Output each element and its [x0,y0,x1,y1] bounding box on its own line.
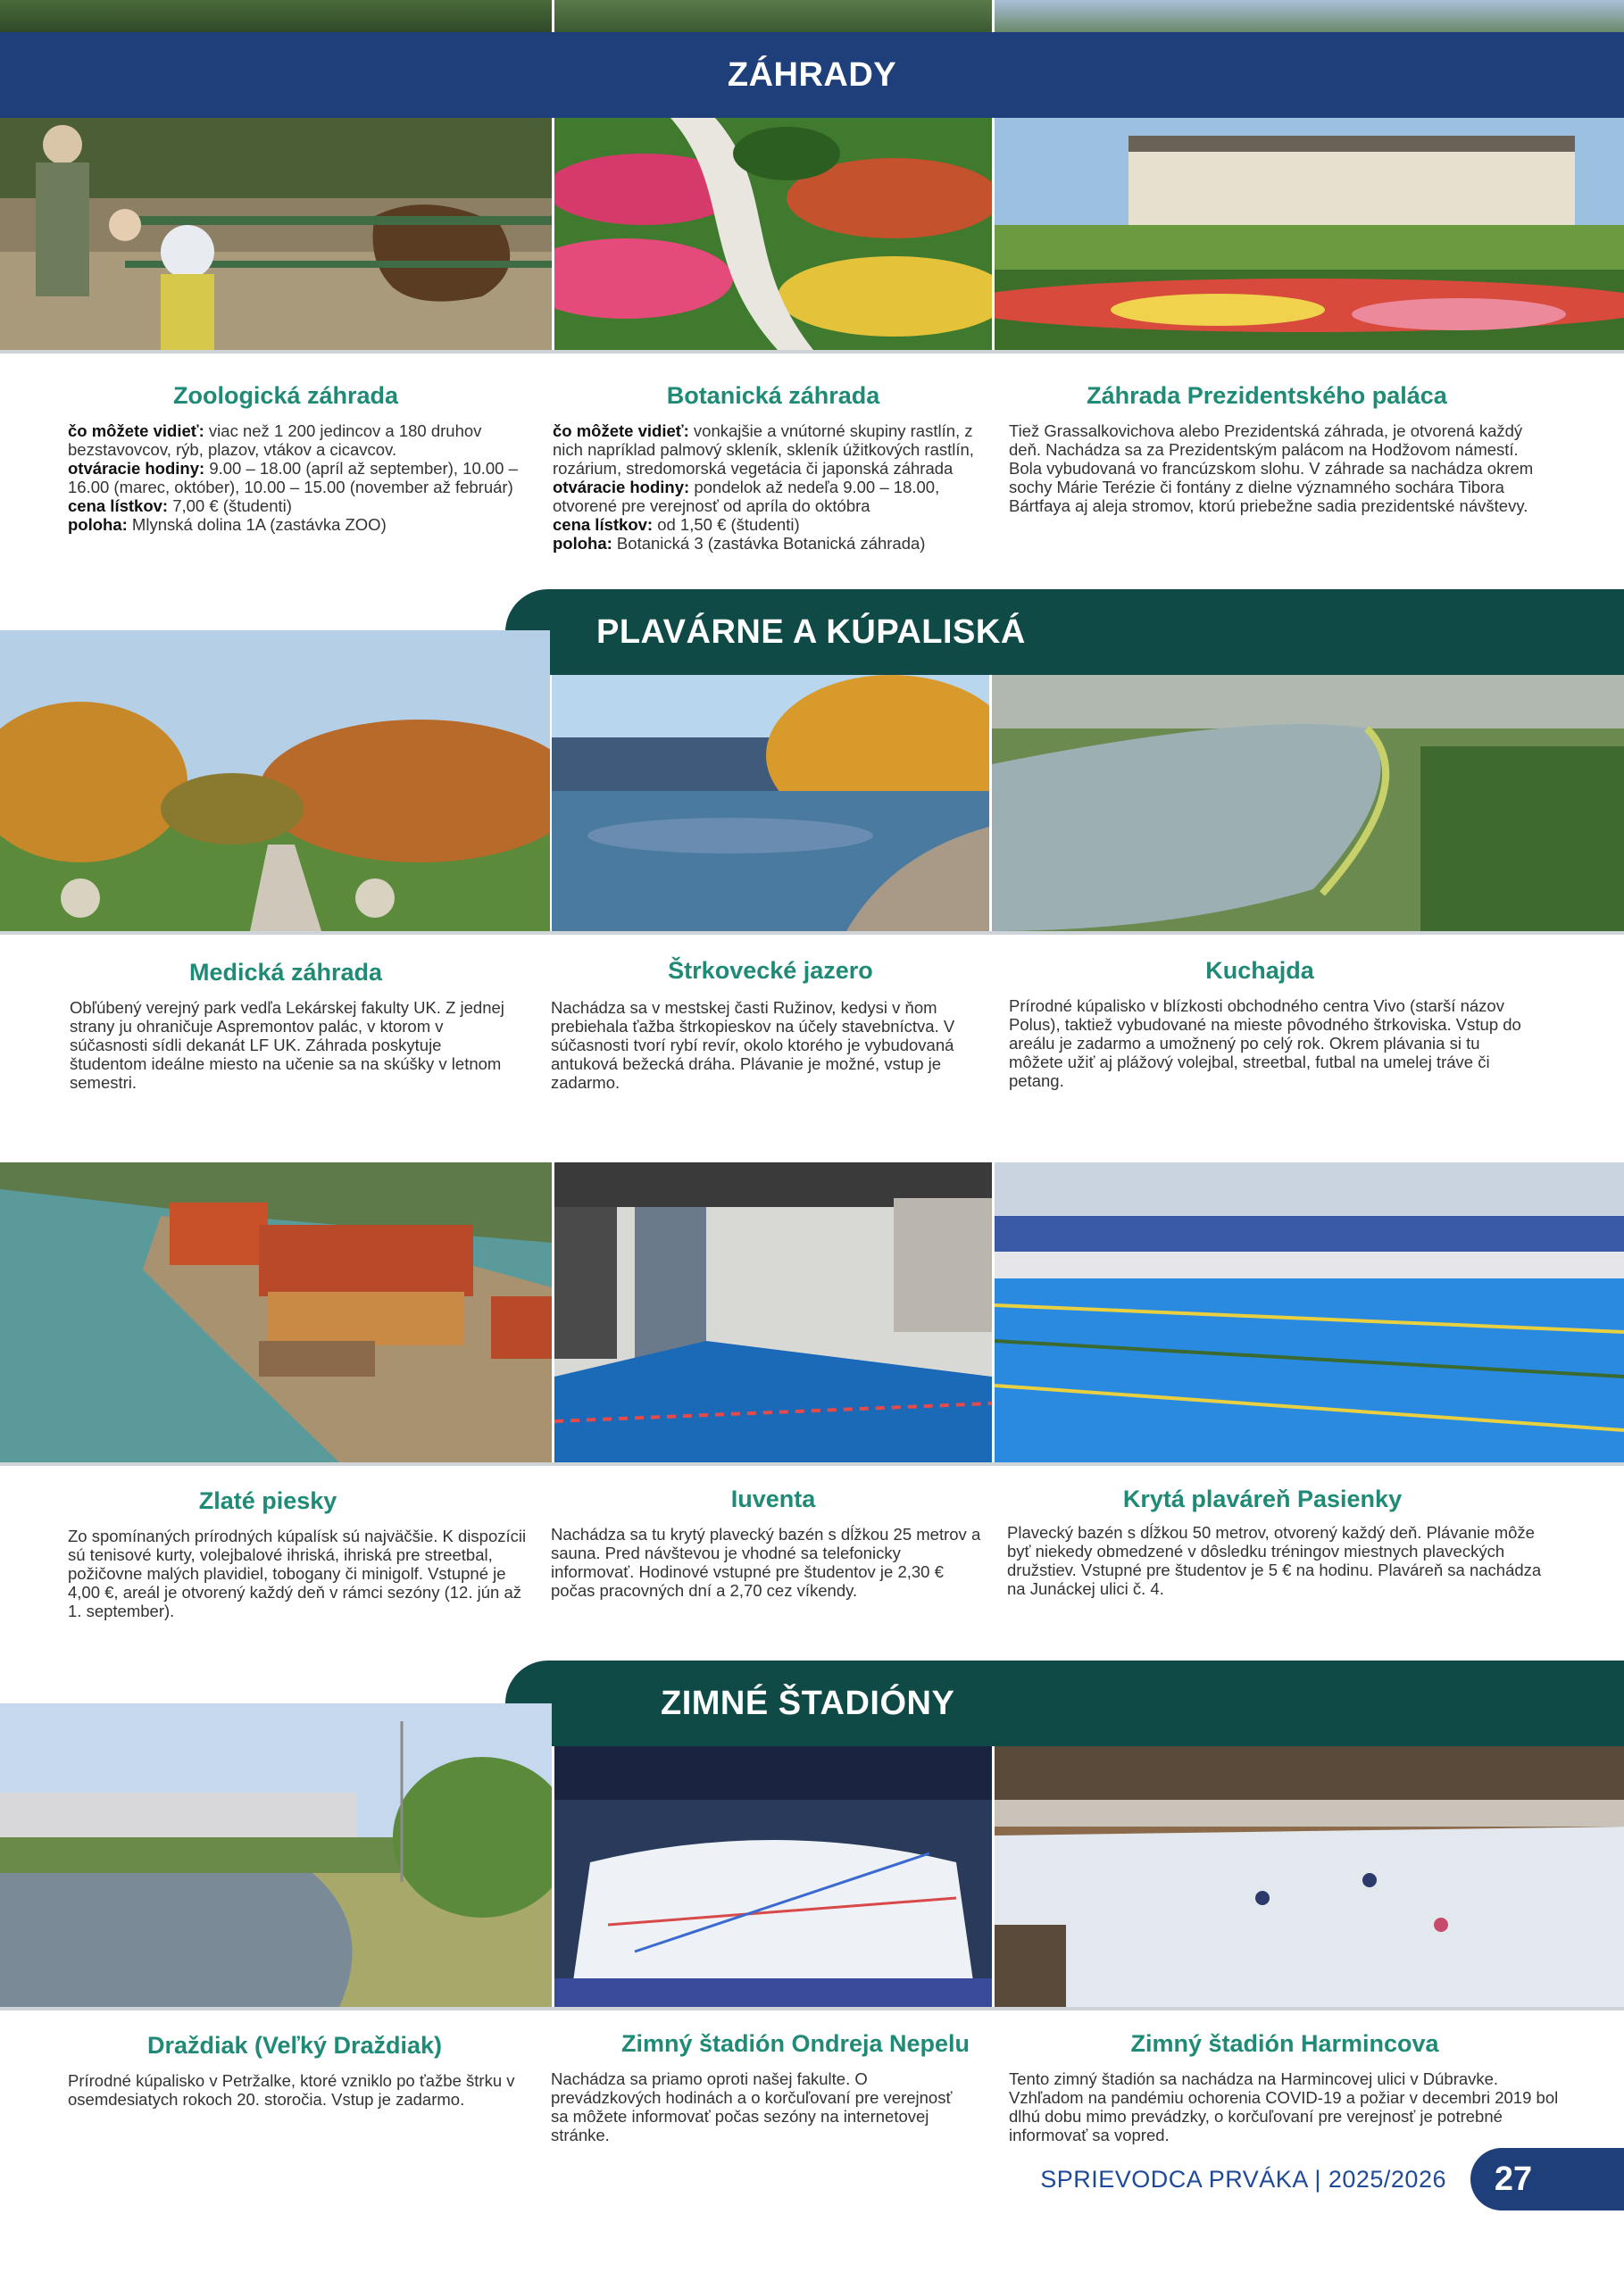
section-banner-gardens: ZÁHRADY [0,32,1624,118]
photo-iuventa [554,1162,992,1462]
title-drazdiak: Draždiak (Veľký Draždiak) [146,2032,443,2059]
label-see: čo môžete vidieť: [553,421,689,440]
divider [0,2007,1624,2010]
text-zoo [68,421,541,534]
photo-nepela [554,1746,992,2007]
text-president: Tiež Grassalkovichova alebo Prezidentská záhrada, je otvorená každý deň. Nachádza sa za Prezidentským palácom na Hodžovom námestí. Bola vybudovaná vo francúzskom slohu. V záhrade sa nachádza okrem sochy Márie Terézie či fontány z dielne významného sochára Tibora Bártfaya aj aleja stromov, ktorú priebežne sadia prezidentské návštevy. [1009,421,1534,515]
title-president: Záhrada Prezidentského paláca [1087,382,1447,409]
photo-drazdiak [0,1703,552,2007]
text-strkovec: Nachádza sa v mestskej časti Ružinov, kedysi v ňom prebiehala ťažba štrkopieskov na účely stavebníctva. V súčasnosti tvorí rybí revír, okolo ktorého je vybudovaná antuková bežecká dráha. Plávanie je možné, vstup je zadarmo. [551,998,955,1092]
text-harmincova: Tento zimný štadión sa nachádza na Harmincovej ulici v Dúbravke. Vzhľadom na pandémiu ochorenia COVID-19 a požiar v decembri 2019 bol dlhú dobu mimo prevádzky, o korčuľovaní pre verejnosť je potrebné informovať sa vopred. [1009,2069,1559,2144]
text-pasienky: Plavecký bazén s dĺžkou 50 metrov, otvorený každý deň. Plávanie môže byť niekedy obmedzené v dôsledku tréningov miestnych plaveckých družstiev. Vstupné pre študentov je 5 € na hodinu. Plaváreň sa nachádza na Junáckej ulici č. 4. [1007,1523,1542,1598]
photo-pasienky [995,1162,1624,1462]
value-hours: pondelok až nedeľa 9.00 – 18.00, otvorené pre verejnosť od apríla do októbra [553,478,940,515]
value-hours: 9.00 – 18.00 (apríl až september), 10.00 – 16.00 (marec, október), 10.00 – 15.00 (november až február) [68,459,518,496]
title-zoo: Zoologická záhrada [172,382,399,409]
title-pasienky: Krytá plaváreň Pasienky [1122,1486,1403,1512]
label-see: čo môžete vidieť: [68,421,204,440]
top-strip-photo-1 [0,0,552,32]
value-price: od 1,50 € (študenti) [653,515,800,534]
footer-guide-label: SPRIEVODCA PRVÁKA | 2025/2026 [1040,2166,1446,2193]
text-drazdiak: Prírodné kúpalisko v Petržalke, ktoré vzniklo po ťažbe štrku v osemdesiatych rokoch 20. storočia. Vstup je zadarmo. [68,2071,515,2109]
text-kuchajda: Prírodné kúpalisko v blízkosti obchodného centra Vivo (starší názov Polus), taktiež vybudované na mieste pôvodného štrkoviska. Vstup do areálu je zadarmo a umožnený po celý rok. Okrem plávania si tu môžete užiť aj plážový volejbal, streetbal, futbal na umelej tráve či petang. [1009,996,1521,1090]
page-number: 27 [1494,2160,1533,2198]
label-hours: otváracie hodiny: [68,459,205,478]
value-see: viac než 1 200 jedincov a 180 druhov bezstavovcov, rýb, plazov, vtákov a cicavcov. [68,421,482,459]
title-botanic: Botanická záhrada [666,382,880,409]
section-banner-rinks: ZIMNÉ ŠTADIÓNY [505,1661,1624,1746]
title-zlate-piesky: Zlaté piesky [198,1487,337,1514]
title-kuchajda: Kuchajda [1205,957,1314,984]
photo-strkovec [552,675,989,931]
section-banner-pools: PLAVÁRNE A KÚPALISKÁ [505,589,1624,675]
photo-medicka [0,630,550,931]
title-medicka: Medická záhrada [188,959,383,986]
text-nepela: Nachádza sa priamo oproti našej fakulte. O prevádzkových hodinách a o korčuľovaní pre verejnosť sa môžete informovať počas sezóny na internetovej stránke. [551,2069,953,2144]
title-nepela: Zimný štadión Ondreja Nepelu [620,2030,970,2057]
label-location: poloha: [553,534,612,553]
value-see: vonkajšie a vnútorné skupiny rastlín, z nich napríklad palmový skleník, skleník úžitkových rastlín, rozárium, stredomorská vegetácia či japonská záhrada [553,421,974,478]
text-zlate-piesky: Zo spomínaných prírodných kúpalísk sú najväčšie. K dispozícii sú tenisové kurty, volejbalové ihriská, ihriská pre streetbal, požičovne malých plavidiel, tobogany či minigolf. Vstupné je 4,00 €, areál je otvorený každý deň v rámci sezóny (12. jún až 1. september). [68,1527,527,1620]
top-strip-photo-2 [554,0,992,32]
title-strkovec: Štrkovecké jazero [668,957,873,984]
divider [0,1462,1624,1466]
label-hours: otváracie hodiny: [553,478,690,496]
label-price: cena lístkov: [553,515,654,534]
value-location: Mlynská dolina 1A (zastávka ZOO) [127,515,387,534]
label-price: cena lístkov: [68,496,169,515]
text-iuventa: Nachádza sa tu krytý plavecký bazén s dĺžkou 25 metrov a sauna. Pred návštevou je vhodné sa telefonicky informovať. Hodinové vstupné pre študentov je 2,30 € počas pracovných dní a 2,70 cez víkendy. [551,1525,981,1600]
text-medicka: Obľúbený verejný park vedľa Lekárskej fakulty UK. Z jednej strany ju ohraničuje Aspremontov palác, v ktorom v súčasnosti sídli dekanát LF UK. Záhrada poskytuje študentom ideálne miesto na učenie sa na skúšky v letnom semestri. [70,998,504,1092]
title-harmincova: Zimný štadión Harmincova [1130,2030,1439,2057]
text-botanic [553,421,981,553]
photo-president [995,118,1624,350]
photo-harmincova [995,1746,1624,2007]
top-strip-photo-3 [995,0,1624,32]
label-location: poloha: [68,515,128,534]
divider [0,350,1624,354]
photo-zlate-piesky [0,1162,552,1462]
photo-botanic [554,118,992,350]
photo-zoo [0,118,552,350]
divider [0,931,1624,935]
value-location: Botanická 3 (zastávka Botanická záhrada) [612,534,926,553]
value-price: 7,00 € (študenti) [168,496,292,515]
title-iuventa: Iuventa [730,1486,816,1512]
photo-kuchajda [992,675,1624,931]
